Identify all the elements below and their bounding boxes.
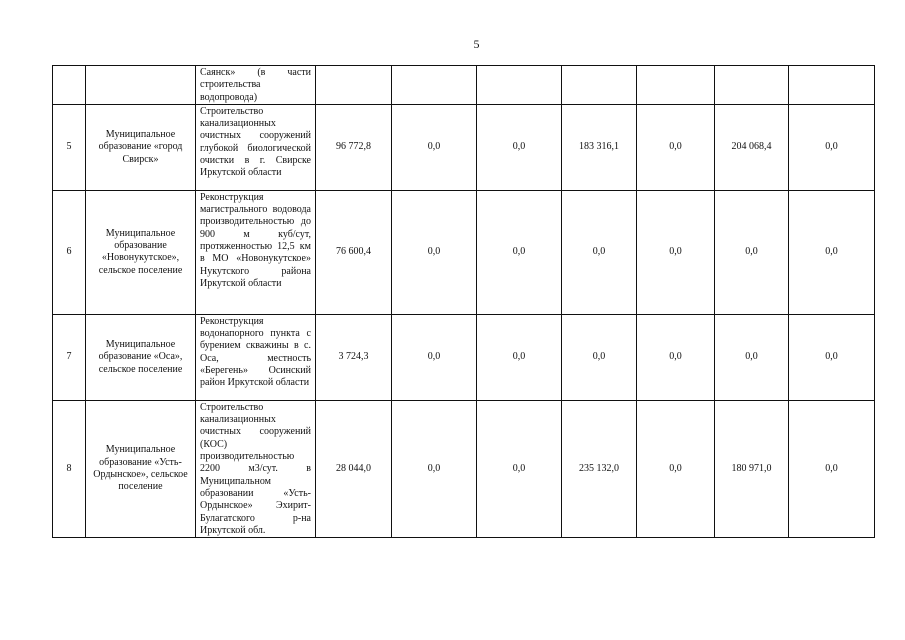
row-number-cell: 7 [53,314,86,400]
value-cell [637,66,715,105]
value-cell [316,66,392,105]
value-cell: 183 316,1 [562,104,637,190]
value-cell [562,66,637,105]
table-row [53,400,875,537]
value-cell: 204 068,4 [715,104,789,190]
value-cell: 235 132,0 [562,400,637,537]
description-cell: Строительство канализационных очистных сооружений глубокой биологической очистки в г. Свирске Иркутской области [196,104,316,190]
value-cell: 0,0 [392,104,477,190]
value-cell: 76 600,4 [316,190,392,314]
value-cell: 0,0 [477,104,562,190]
description-cell: Реконструкция водонапорного пункта с бурением скважины в с. Оса, местность «Берегень» Осинский район Иркутской области [196,314,316,400]
value-cell [789,66,875,105]
municipality-cell: Муниципальное образование «город Свирск» [86,104,196,190]
value-cell [715,66,789,105]
value-cell: 0,0 [562,190,637,314]
table-row-continuation [53,66,875,105]
municipality-cell: Муниципальное образование «Оса», сельское поселение [86,314,196,400]
value-cell: 180 971,0 [715,400,789,537]
description-cell: Саянск» (в части строительства водопровода) [196,66,316,105]
municipality-cell: Муниципальное образование «Новонукутское», сельское поселение [86,190,196,314]
description-cell: Реконструкция магистрального водовода производительностью до 900 м куб/сут, протяженностью 12,5 км в МО «Новонукутское» Нукутского района Иркутской области [196,190,316,314]
row-number-cell [53,66,86,105]
value-cell: 0,0 [715,314,789,400]
municipality-cell [86,66,196,105]
investment-projects-table [52,65,875,538]
value-cell: 0,0 [637,400,715,537]
value-cell: 0,0 [477,314,562,400]
value-cell: 0,0 [392,400,477,537]
value-cell: 0,0 [789,400,875,537]
table-row [53,190,875,314]
page-number: 5 [473,37,480,51]
value-cell [477,66,562,105]
value-cell: 0,0 [637,314,715,400]
value-cell [392,66,477,105]
value-cell: 0,0 [477,400,562,537]
value-cell: 0,0 [477,190,562,314]
value-cell: 0,0 [789,104,875,190]
row-number-cell: 6 [53,190,86,314]
value-cell: 0,0 [562,314,637,400]
value-cell: 0,0 [715,190,789,314]
municipality-cell: Муниципальное образование «Усть-Ордынское», сельское поселение [86,400,196,537]
value-cell: 0,0 [637,190,715,314]
value-cell: 28 044,0 [316,400,392,537]
row-number-cell: 5 [53,104,86,190]
table-row [53,314,875,400]
row-number-cell: 8 [53,400,86,537]
value-cell: 3 724,3 [316,314,392,400]
table-row [53,104,875,190]
value-cell: 0,0 [789,314,875,400]
value-cell: 96 772,8 [316,104,392,190]
value-cell: 0,0 [392,190,477,314]
value-cell: 0,0 [392,314,477,400]
value-cell: 0,0 [789,190,875,314]
value-cell: 0,0 [637,104,715,190]
description-cell: Строительство канализационных очистных сооружений (КОС) производительностью 2200 м3/сут. в Муниципальном образовании «Усть-Ордынское» Эхирит-Булагатского р-на Иркутской обл. [196,400,316,537]
